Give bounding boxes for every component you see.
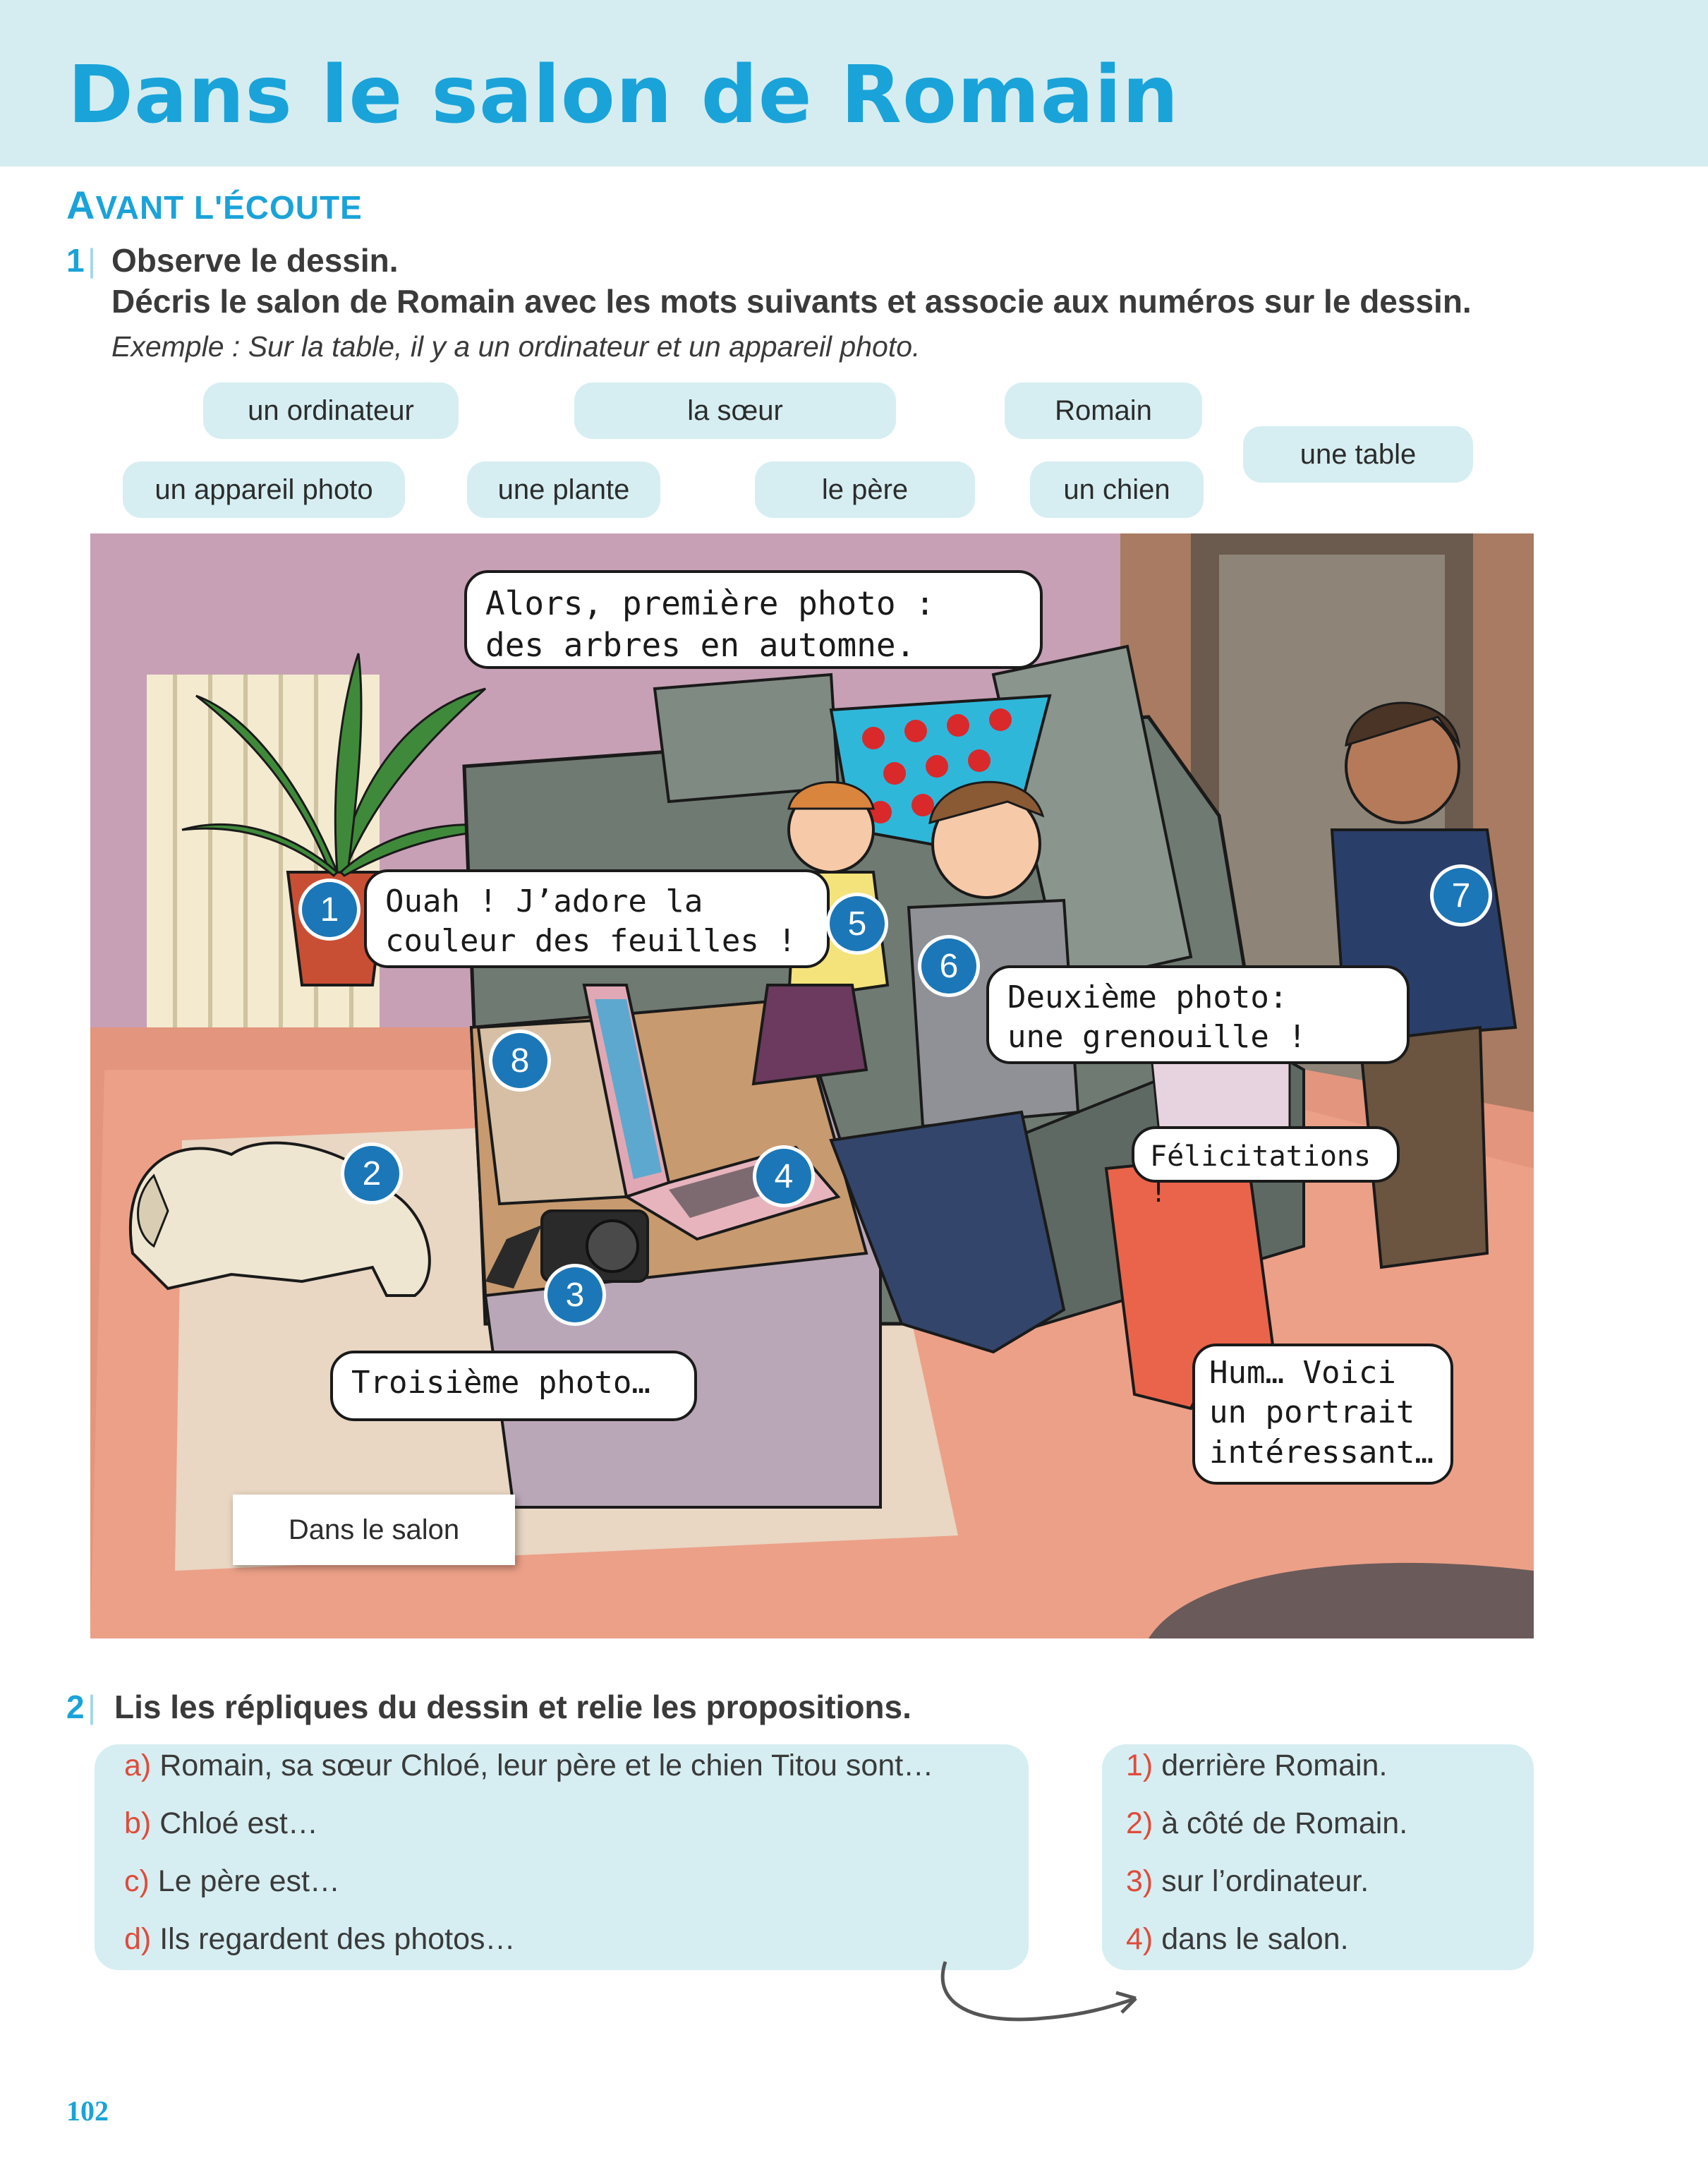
question-separator: | bbox=[87, 242, 96, 279]
proposition-c[interactable] bbox=[124, 1864, 340, 1899]
bubble-line: une grenouille ! bbox=[1007, 1019, 1307, 1056]
number-badge: 6 bbox=[921, 938, 976, 994]
speech-bubble-portrait bbox=[1192, 1344, 1453, 1485]
bubble-line: couleur des feuilles ! bbox=[385, 923, 797, 960]
question-1-number bbox=[66, 241, 96, 279]
page-number: 102 bbox=[66, 2095, 109, 2127]
proposition-letter: 2) bbox=[1126, 1806, 1153, 1840]
question-2-num: 2 bbox=[66, 1689, 85, 1725]
question-1-num: 1 bbox=[66, 242, 85, 279]
word-chip[interactable]: le père bbox=[755, 461, 975, 518]
bubble-line: Deuxième photo: bbox=[1007, 979, 1288, 1015]
speech-bubble-frog bbox=[986, 965, 1410, 1064]
bubble-line: des arbres en automne. bbox=[485, 625, 916, 664]
section-heading bbox=[66, 182, 363, 228]
number-badge: 1 bbox=[302, 882, 357, 937]
proposition-letter: 3) bbox=[1126, 1864, 1153, 1898]
number-badge: 3 bbox=[547, 1267, 602, 1322]
speech-bubble-third-photo bbox=[330, 1351, 697, 1421]
proposition-text: Romain, sa sœur Chloé, leur père et le chien Titou sont… bbox=[159, 1749, 934, 1782]
bubble-line: Félicitations ! bbox=[1150, 1140, 1371, 1209]
speech-bubble-first-photo bbox=[464, 570, 1043, 669]
proposition-text: dans le salon. bbox=[1161, 1922, 1349, 1956]
speech-bubble-congrats bbox=[1132, 1126, 1400, 1209]
bubble-line: Troisième photo… bbox=[351, 1365, 650, 1401]
proposition-letter: c) bbox=[124, 1864, 150, 1898]
proposition-text: sur l’ordinateur. bbox=[1161, 1864, 1369, 1898]
illustration-caption: Dans le salon bbox=[233, 1495, 515, 1565]
number-badge: 4 bbox=[756, 1149, 811, 1204]
proposition-letter: 1) bbox=[1126, 1749, 1153, 1782]
proposition-text: Le père est… bbox=[157, 1864, 340, 1898]
bubble-line: Ouah ! J’adore la bbox=[385, 883, 703, 919]
section-heading-initial: A bbox=[66, 183, 96, 227]
bubble-line: intéressant… bbox=[1209, 1434, 1434, 1471]
proposition-b[interactable] bbox=[124, 1806, 318, 1841]
proposition-letter: 4) bbox=[1126, 1922, 1153, 1956]
proposition-a[interactable] bbox=[124, 1749, 933, 1783]
number-badge: 5 bbox=[830, 896, 885, 951]
proposition-text: à côté de Romain. bbox=[1161, 1806, 1408, 1840]
proposition-2[interactable] bbox=[1126, 1806, 1407, 1841]
proposition-d[interactable] bbox=[124, 1922, 516, 1957]
proposition-1[interactable] bbox=[1126, 1749, 1387, 1783]
word-chip[interactable]: une table bbox=[1243, 426, 1473, 483]
question-1-line2: Décris le salon de Romain avec les mots suivants et associe aux numéros sur le dessin. bbox=[111, 283, 1472, 320]
proposition-4[interactable] bbox=[1126, 1922, 1349, 1957]
curved-arrow-icon bbox=[931, 1955, 1157, 2039]
bubble-line: Alors, première photo : bbox=[485, 584, 935, 622]
bubble-line: Hum… Voici bbox=[1209, 1355, 1396, 1391]
word-chip[interactable]: une plante bbox=[467, 461, 660, 518]
question-2-number bbox=[66, 1688, 96, 1726]
number-badge: 7 bbox=[1434, 868, 1489, 923]
word-chip[interactable]: Romain bbox=[1005, 382, 1202, 439]
question-separator: | bbox=[87, 1689, 96, 1725]
living-room-illustration bbox=[90, 533, 1534, 1638]
section-heading-rest: VANT L'ÉCOUTE bbox=[95, 189, 363, 226]
proposition-text: Ils regardent des photos… bbox=[159, 1922, 516, 1956]
word-chip[interactable]: la sœur bbox=[574, 382, 896, 439]
number-badge: 8 bbox=[492, 1033, 547, 1088]
question-2-text: Lis les répliques du dessin et relie les propositions. bbox=[114, 1689, 911, 1725]
word-chip[interactable]: un chien bbox=[1030, 461, 1204, 518]
page-title: Dans le salon de Romain bbox=[68, 49, 1180, 141]
proposition-letter: a) bbox=[124, 1749, 152, 1782]
question-1-line1: Observe le dessin. bbox=[111, 242, 399, 279]
proposition-3[interactable] bbox=[1126, 1864, 1369, 1899]
proposition-letter: d) bbox=[124, 1922, 152, 1956]
proposition-text: Chloé est… bbox=[159, 1806, 318, 1840]
speech-bubble-leaves bbox=[364, 869, 830, 968]
question-1-example: Exemple : Sur la table, il y a un ordinateur et un appareil photo. bbox=[111, 330, 921, 363]
proposition-letter: b) bbox=[124, 1806, 152, 1840]
word-chip[interactable]: un ordinateur bbox=[203, 382, 459, 439]
proposition-text: derrière Romain. bbox=[1161, 1749, 1388, 1782]
number-badge: 2 bbox=[344, 1146, 399, 1201]
bubble-line: un portrait bbox=[1209, 1394, 1415, 1431]
word-chip[interactable]: un appareil photo bbox=[123, 461, 405, 518]
